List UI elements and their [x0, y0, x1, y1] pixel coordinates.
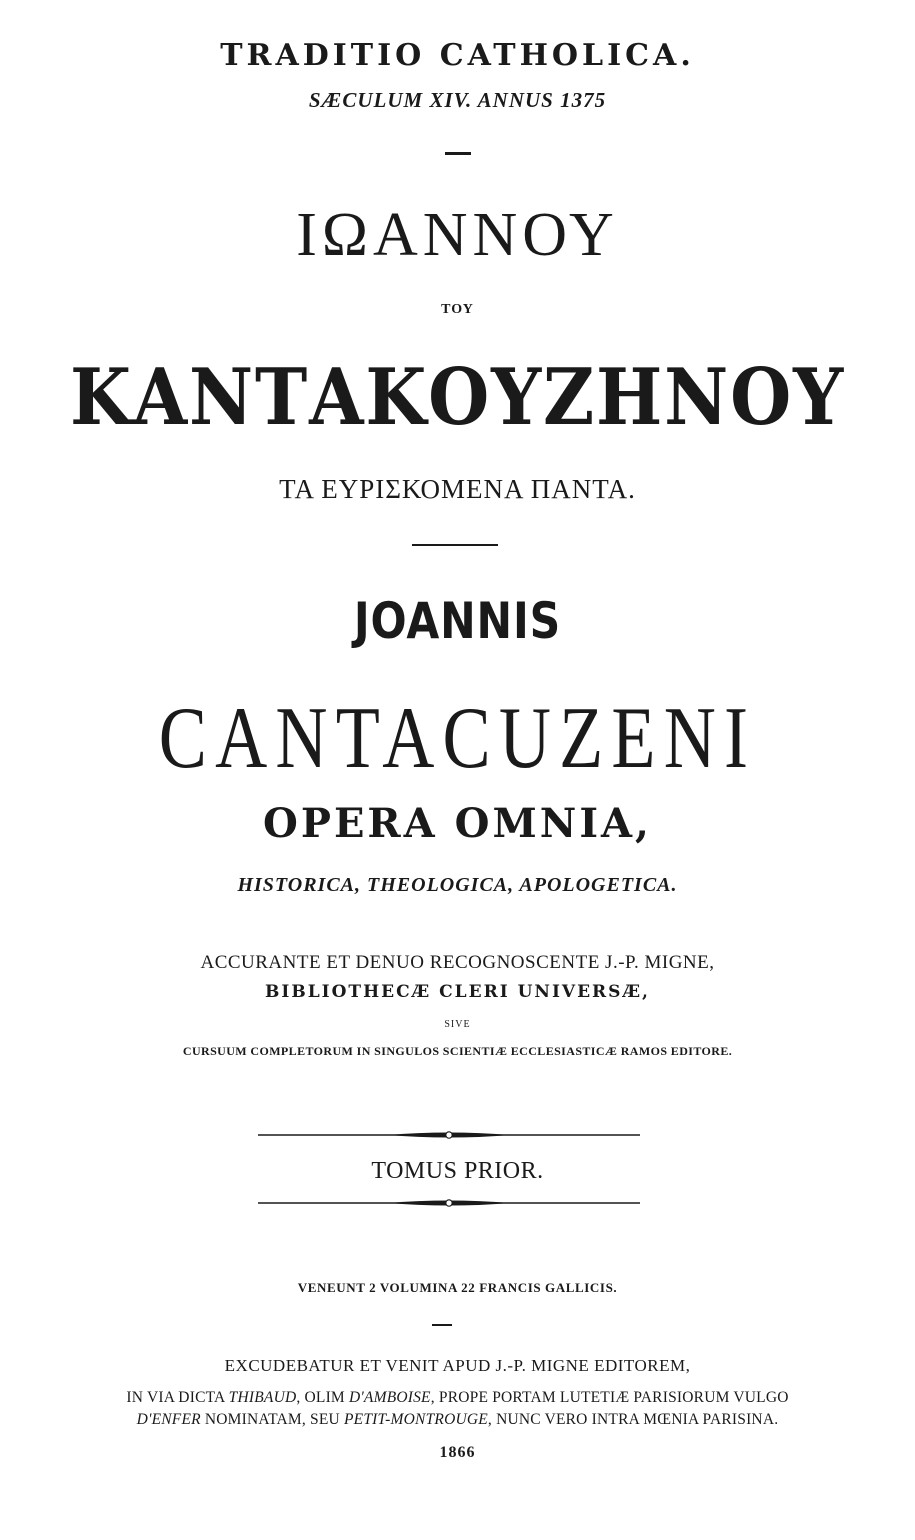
greek-article: ΤΟΥ — [441, 302, 474, 317]
imprint-line-3-c: PETIT-MONTROUGE — [343, 1411, 488, 1428]
greek-subtitle: ΤΑ ΕΥΡΙΣΚΟΜΕΝΑ ΠΑΝΤΑ. — [279, 474, 636, 504]
editor-line-3: SIVE — [444, 1019, 471, 1030]
imprint-year: 1866 — [439, 1444, 476, 1461]
separator-dash-1 — [445, 152, 471, 155]
imprint-line-3-d: , NUNC VERO INTRA MŒNIA PARISINA. — [487, 1411, 779, 1428]
imprint-line-3-b: NOMINATAM, SEU — [200, 1411, 344, 1428]
ornamental-rule-top — [258, 1129, 640, 1141]
series-title: TRADITIO CATHOLICA. — [220, 38, 695, 73]
imprint-line-1: EXCUDEBATUR ET VENIT APUD J.-P. MIGNE EDITOREM, — [224, 1356, 691, 1375]
latin-work-title: OPERA OMNIA, — [263, 800, 652, 847]
greek-author-family: ΚΑΝΤΑΚΟΥΖΗΝΟΥ — [69, 352, 846, 443]
separator-dash-2 — [432, 1324, 452, 1326]
editor-line-4: CURSUUM COMPLETORUM IN SINGULOS SCIENTIÆ ECCLESIASTICÆ RAMOS EDITORE. — [182, 1044, 733, 1058]
price-line: VENEUNT 2 VOLUMINA 22 FRANCIS GALLICIS. — [297, 1280, 618, 1295]
latin-author-family: CANTACUZENI — [158, 690, 757, 787]
imprint-line-2-c: , OLIM — [296, 1389, 349, 1406]
ornamental-rule-bottom — [258, 1197, 640, 1209]
imprint-line-3 — [0, 1411, 915, 1429]
editor-line-1: ACCURANTE ET DENUO RECOGNOSCENTE J.-P. MIGNE, — [200, 952, 715, 973]
imprint-line-2-e: , PROPE PORTAM LUTETIÆ PARISIORUM VULGO — [430, 1389, 789, 1406]
greek-author-first: ΙΩΑΝΝΟΥ — [296, 201, 619, 269]
imprint-line-2 — [0, 1389, 915, 1407]
imprint-line-2-a: IN VIA DICTA — [126, 1389, 229, 1406]
volume-label: TOMUS PRIOR. — [371, 1158, 544, 1184]
era-line: SÆCULUM XIV. ANNUS 1375 — [308, 88, 607, 112]
genres-line: HISTORICA, THEOLOGICA, APOLOGETICA. — [237, 874, 678, 896]
imprint-line-2-d: D'AMBOISE — [349, 1389, 431, 1406]
imprint-line-3-a: D'ENFER — [136, 1411, 201, 1428]
editor-line-2: BIBLIOTHECÆ CLERI UNIVERSÆ, — [265, 982, 650, 1002]
latin-author-first: JOANNIS — [353, 592, 562, 650]
divider-rule-1 — [412, 544, 498, 546]
imprint-line-2-b: THIBAUD — [228, 1389, 297, 1406]
